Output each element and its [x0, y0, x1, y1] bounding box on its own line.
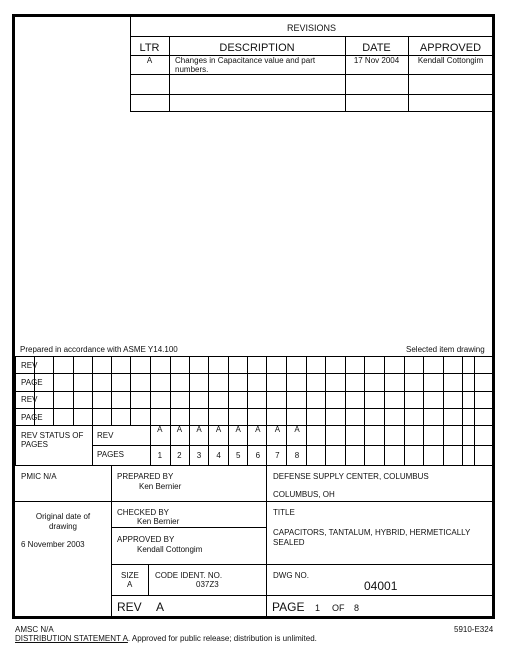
page-current: 1	[315, 603, 321, 613]
header-description: DESCRIPTION	[219, 42, 295, 54]
grid-vline	[286, 356, 287, 465]
page-value-cell: 3	[196, 451, 202, 460]
grid-vline	[345, 356, 346, 465]
page-value-cell: 7	[275, 451, 280, 460]
grid-vline	[111, 356, 112, 425]
grid-vline	[150, 356, 151, 465]
grid-vline	[443, 356, 444, 465]
grid-vline	[53, 356, 54, 425]
grid-vline	[15, 356, 16, 465]
prepared-by-name: Ken Bernier	[139, 482, 182, 491]
rev-status-label: REV STATUS OF PAGES	[21, 431, 84, 449]
drawing-title: CAPACITORS, TANTALUM, HYBRID, HERMETICALLY SEALED	[273, 528, 471, 547]
pmic-label: PMIC N/A	[21, 472, 57, 481]
distribution-statement-text: . Approved for public release; distribution is unlimited.	[127, 634, 317, 643]
revision-approved: Kendall Cottongim	[417, 56, 484, 65]
grid-vline	[493, 356, 494, 465]
page-total: 8	[354, 603, 360, 613]
grid-vline	[325, 356, 326, 465]
dwg-no-label: DWG NO.	[273, 571, 309, 580]
rev-value-cell: A	[176, 425, 183, 434]
header-approved: APPROVED	[419, 42, 482, 54]
grid-vline	[364, 356, 365, 465]
grid-vline	[189, 356, 190, 465]
prepared-by-label: PREPARED BY	[117, 472, 174, 481]
code-ident-label: CODE IDENT. NO.	[155, 571, 223, 580]
rev-bottom-value: A	[156, 600, 165, 614]
grid-vline	[423, 356, 424, 465]
page-value-cell: 2	[177, 451, 182, 460]
title-label: TITLE	[273, 508, 295, 517]
grid-vline	[208, 356, 209, 465]
rev-label: REV	[97, 431, 114, 440]
size-value: A	[127, 580, 133, 589]
page-value-cell: 6	[255, 451, 261, 460]
revisions-title: REVISIONS	[286, 23, 336, 33]
rev-value-cell: A	[215, 425, 222, 434]
grid-row-label: REV	[21, 395, 38, 404]
size-label: SIZE	[121, 571, 139, 580]
grid-vline	[92, 356, 93, 465]
header-date: DATE	[362, 42, 391, 54]
grid-vline	[462, 356, 463, 465]
grid-vline	[73, 356, 74, 425]
grid-vline	[130, 356, 131, 425]
agency-location: COLUMBUS, OH	[273, 490, 335, 499]
revision-ltr: A	[146, 56, 153, 65]
rev-value-cell: A	[157, 425, 163, 434]
original-date-label: Original date of drawing	[35, 512, 91, 531]
checked-by-name: Ken Bernier	[137, 517, 180, 526]
page-label: PAGE	[272, 600, 305, 614]
revision-date: 17 Nov 2004	[353, 56, 400, 65]
rev-value-cell: A	[294, 425, 300, 434]
rev-value-cell: A	[255, 425, 261, 434]
pages-label: PAGES	[97, 450, 124, 459]
form-number: 5910-E324	[454, 625, 494, 634]
page-value-cell: 5	[235, 451, 241, 460]
page-value-cell: 8	[294, 451, 300, 460]
grid-vline	[247, 356, 248, 465]
rev-value-cell: A	[235, 425, 241, 434]
grid-row-label: PAGE	[21, 413, 43, 422]
page-value-cell: 4	[216, 451, 221, 460]
agency-name: DEFENSE SUPPLY CENTER, COLUMBUS	[273, 472, 429, 481]
grid-vline	[306, 356, 307, 465]
grid-row-label: PAGE	[21, 378, 43, 387]
grid-vline	[266, 356, 267, 465]
rev-value-cell: A	[274, 425, 281, 434]
grid-vline	[170, 356, 171, 465]
revision-description: Changes in Capacitance value and part numbers.	[175, 56, 316, 74]
grid-vline	[228, 356, 229, 465]
header-ltr: LTR	[139, 42, 160, 54]
approved-by-name: Kendall Cottongim	[137, 545, 203, 554]
dwg-no-value: 04001	[364, 579, 398, 593]
grid-row-label: REV	[21, 361, 38, 370]
asme-note: Prepared in accordance with ASME Y14.100	[20, 345, 178, 354]
checked-by-label: CHECKED BY	[117, 508, 170, 517]
of-label: OF	[332, 603, 345, 613]
distribution-statement-label: DISTRIBUTION STATEMENT A	[15, 634, 128, 643]
rev-bottom-label: REV	[117, 600, 142, 614]
page-value-cell: 1	[157, 451, 163, 460]
amsc-label: AMSC N/A	[15, 625, 54, 634]
approved-by-label: APPROVED BY	[117, 535, 175, 544]
selected-item-note: Selected item drawing	[406, 345, 485, 354]
original-date: 6 November 2003	[21, 540, 85, 549]
grid-vline	[384, 356, 385, 465]
rev-value-cell: A	[196, 425, 202, 434]
grid-vline	[474, 356, 475, 465]
code-ident-value: 037Z3	[196, 580, 219, 589]
grid-vline	[404, 356, 405, 465]
distribution-statement	[15, 635, 317, 644]
